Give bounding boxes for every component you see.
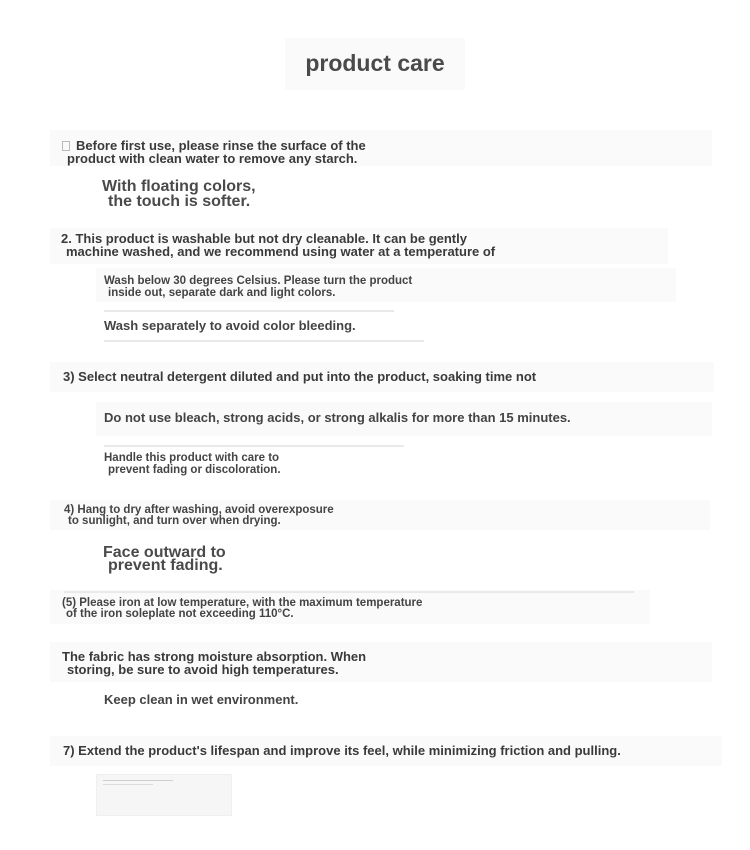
care-note-1-line-1: With floating colors,	[102, 178, 256, 195]
care-item-6-line-2: storing, be sure to avoid high temperatures.	[67, 662, 339, 677]
care-item-2-line-1: 2. This product is washable but not dry cleanable. It can be gently	[61, 231, 467, 246]
care-note-2a-line-1: Wash below 30 degrees Celsius. Please turn the product	[104, 275, 413, 287]
care-item-4-line-2: to sunlight, and turn over when drying.	[68, 515, 281, 527]
care-item-5-line-1: (5) Please iron at low temperature, with the maximum temperature	[62, 597, 423, 609]
care-item-1-text: Before first use, please rinse the surface of the	[76, 138, 366, 153]
care-note-1-line-2: the touch is softer.	[108, 193, 251, 210]
ghost-line	[64, 591, 634, 593]
care-item-3-line-1: 3) Select neutral detergent diluted and put into the product, soaking time not	[63, 369, 537, 384]
ghost-line	[104, 445, 404, 447]
care-note-4-line-2: prevent fading.	[108, 557, 223, 574]
ghost-line	[104, 340, 424, 342]
care-item-1-line-2: product with clean water to remove any starch.	[67, 151, 358, 166]
care-note-3b-line-1: Handle this product with care to	[104, 452, 280, 464]
care-note-4-line-1: Face outward to	[103, 544, 226, 561]
ghost-line	[104, 310, 394, 312]
care-item-2-line-2: machine washed, and we recommend using water at a temperature of	[66, 244, 496, 259]
care-item-6-line-1: The fabric has strong moisture absorption. When	[62, 649, 367, 664]
faint-thumbnail-image	[96, 774, 232, 816]
page-title: product care	[305, 50, 445, 76]
care-note-6: Keep clean in wet environment.	[104, 692, 299, 707]
care-item-4-line-1: 4) Hang to dry after washing, avoid overexposure	[64, 504, 334, 516]
care-note-2b: Wash separately to avoid color bleeding.	[104, 318, 356, 333]
care-item-5-line-2: of the iron soleplate not exceeding 110°C.	[66, 608, 294, 620]
care-note-3b-line-2: prevent fading or discoloration.	[108, 464, 281, 476]
care-note-3a: Do not use bleach, strong acids, or strong alkalis for more than 15 minutes.	[104, 410, 571, 425]
care-item-7-line-1: 7) Extend the product's lifespan and improve its feel, while minimizing friction and pulling.	[63, 743, 621, 758]
care-note-2a-line-2: inside out, separate dark and light colors.	[108, 287, 336, 299]
checkbox-icon	[62, 141, 70, 151]
